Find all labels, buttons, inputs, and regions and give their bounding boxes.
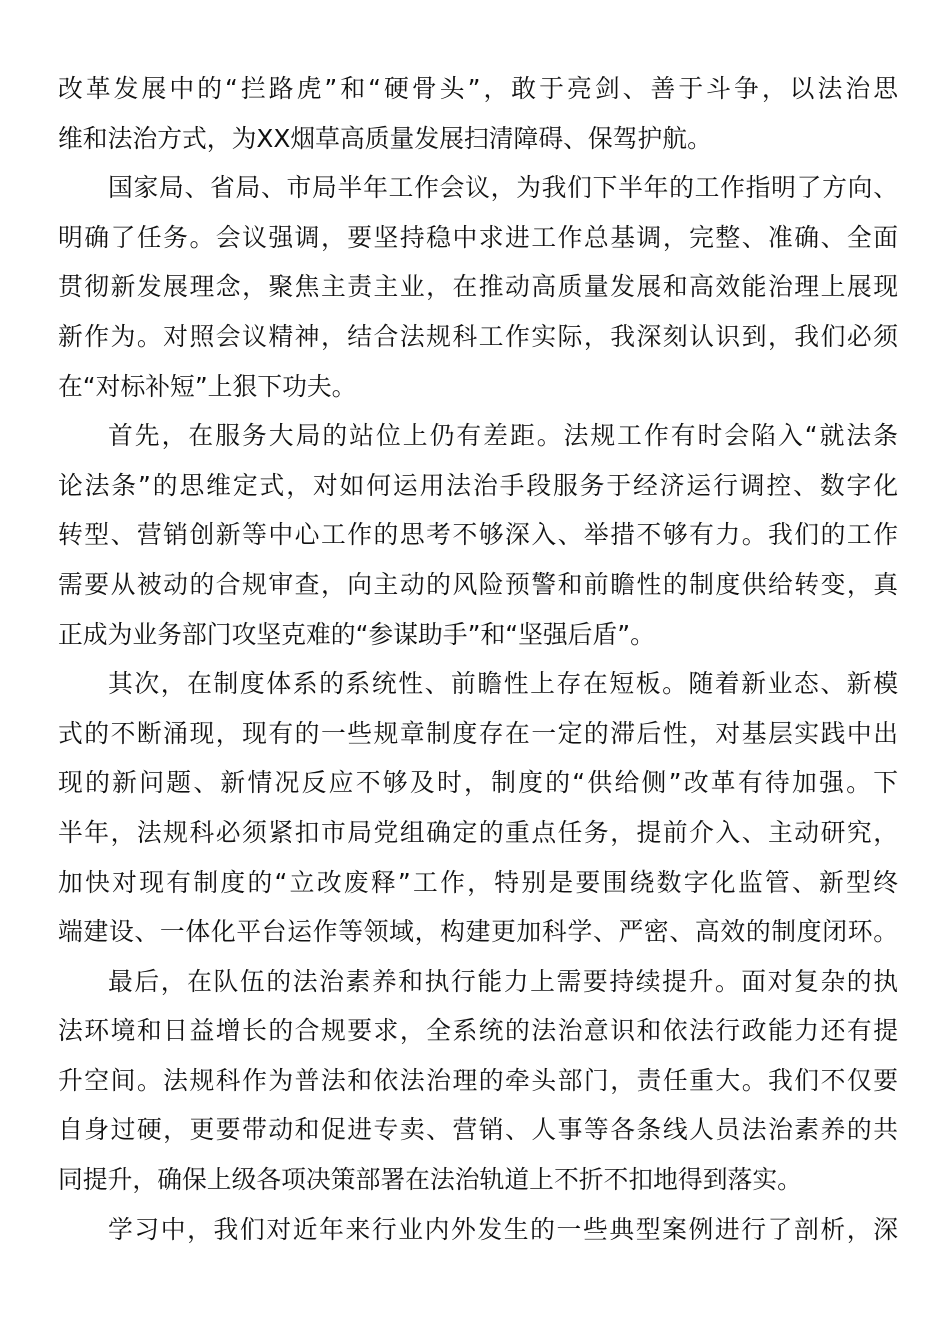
text-line: 升空间。法规科作为普法和依法治理的牵头部门，责任重大。我们不仅要: [58, 1065, 898, 1095]
paragraph-first-line: 学习中，我们对近年来行业内外发生的一些典型案例进行了剖析，深: [108, 1214, 898, 1244]
text-line: 转型、营销创新等中心工作的思考不够深入、举措不够有力。我们的工作: [58, 520, 898, 550]
text-line: 式的不断涌现，现有的一些规章制度存在一定的滞后性，对基层实践中出: [58, 718, 898, 748]
paragraph-first-line: 国家局、省局、市局半年工作会议，为我们下半年的工作指明了方向、: [108, 173, 898, 203]
text-line: 端建设、一体化平台运作等领域，构建更加科学、严密、高效的制度闭环。: [58, 917, 898, 947]
text-line: 贯彻新发展理念，聚焦主责主业，在推动高质量发展和高效能治理上展现: [58, 272, 898, 302]
text-line: 在“对标补短”上狠下功夫。: [58, 371, 357, 401]
text-line: 正成为业务部门攻坚克难的“参谋助手”和“坚强后盾”。: [58, 619, 655, 649]
text-line: 新作为。对照会议精神，结合法规科工作实际，我深刻认识到，我们必须: [58, 321, 898, 351]
document-body: [58, 64, 898, 1254]
text-line: 自身过硬，更要带动和促进专卖、营销、人事等各条线人员法治素养的共: [58, 1115, 898, 1145]
text-line: 论法条”的思维定式，对如何运用法治手段服务于经济运行调控、数字化: [58, 470, 898, 500]
text-line: 维和法治方式，为XX烟草高质量发展扫清障碍、保驾护航。: [58, 123, 712, 153]
text-line: 法环境和日益增长的合规要求，全系统的法治意识和依法行政能力还有提: [58, 1016, 898, 1046]
paragraph-first-line: 首先，在服务大局的站位上仍有差距。法规工作有时会陷入“就法条: [108, 421, 898, 451]
text-line: 半年，法规科必须紧扣市局党组确定的重点任务，提前介入、主动研究，: [58, 817, 898, 847]
text-line: 现的新问题、新情况反应不够及时，制度的“供给侧”改革有待加强。下: [58, 768, 898, 798]
text-line: 加快对现有制度的“立改废释”工作，特别是要围绕数字化监管、新型终: [58, 867, 898, 897]
paragraph-first-line: 其次，在制度体系的系统性、前瞻性上存在短板。随着新业态、新模: [108, 669, 898, 699]
paragraph-first-line: 最后，在队伍的法治素养和执行能力上需要持续提升。面对复杂的执: [108, 966, 898, 996]
text-line: 同提升，确保上级各项决策部署在法治轨道上不折不扣地得到落实。: [58, 1165, 802, 1195]
text-line: 改革发展中的“拦路虎”和“硬骨头”，敢于亮剑、善于斗争，以法治思: [58, 74, 898, 103]
text-line: 明确了任务。会议强调，要坚持稳中求进工作总基调，完整、准确、全面: [58, 222, 898, 252]
text-line: 需要从被动的合规审查，向主动的风险预警和前瞻性的制度供给转变，真: [58, 569, 898, 599]
